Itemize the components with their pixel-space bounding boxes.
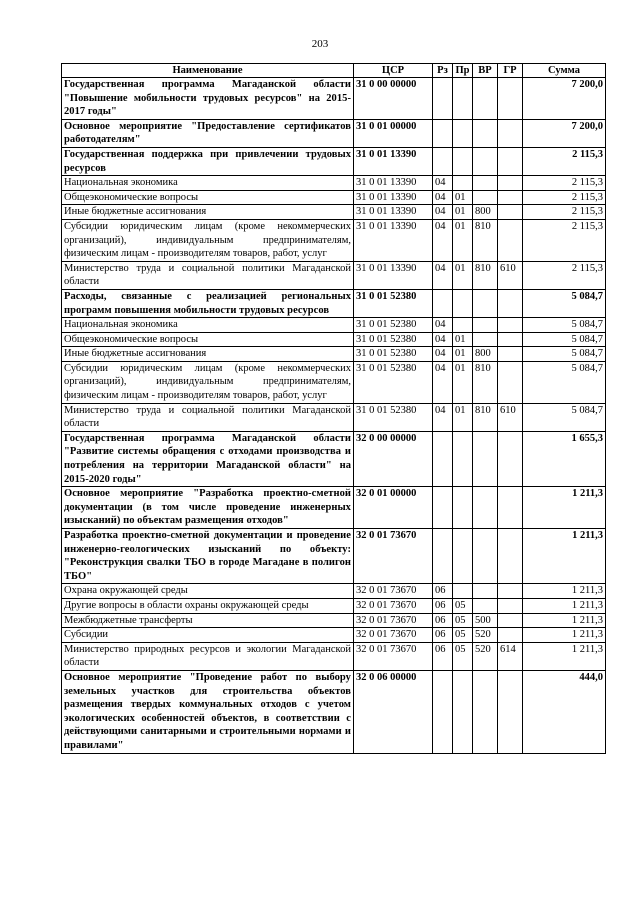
table-row [62, 332, 606, 347]
row-csr: 31 0 01 13390 [354, 261, 433, 289]
row-gr [498, 613, 523, 628]
row-gr [498, 361, 523, 403]
row-sum: 2 115,3 [523, 190, 606, 205]
row-sum: 1 211,3 [523, 642, 606, 670]
row-csr: 31 0 01 52380 [354, 289, 433, 317]
row-rz: 06 [433, 628, 453, 643]
row-pr: 01 [453, 361, 473, 403]
row-sum: 5 084,7 [523, 347, 606, 362]
row-sum: 1 211,3 [523, 529, 606, 584]
row-gr [498, 190, 523, 205]
row-name: Другие вопросы в области охраны окружающей среды [62, 598, 354, 613]
table-row [62, 431, 606, 486]
row-name: Основное мероприятие "Предоставление сертификатов работодателям" [62, 119, 354, 147]
row-rz: 06 [433, 642, 453, 670]
row-name: Общеэкономические вопросы [62, 190, 354, 205]
row-csr: 31 0 00 00000 [354, 78, 433, 120]
table-row [62, 219, 606, 261]
row-sum: 5 084,7 [523, 332, 606, 347]
table-row [62, 598, 606, 613]
row-sum: 1 655,3 [523, 431, 606, 486]
row-rz [433, 78, 453, 120]
row-vr [473, 119, 498, 147]
row-name: Национальная экономика [62, 318, 354, 333]
row-rz: 04 [433, 361, 453, 403]
row-sum: 2 115,3 [523, 219, 606, 261]
row-pr [453, 670, 473, 753]
row-sum: 7 200,0 [523, 78, 606, 120]
row-gr [498, 487, 523, 529]
table-row [62, 78, 606, 120]
row-vr: 810 [473, 361, 498, 403]
row-pr [453, 318, 473, 333]
table-row [62, 147, 606, 175]
row-csr: 31 0 01 52380 [354, 347, 433, 362]
row-gr [498, 347, 523, 362]
row-sum: 2 115,3 [523, 205, 606, 220]
header-pr: Пр [453, 64, 473, 78]
row-vr [473, 318, 498, 333]
row-sum: 1 211,3 [523, 584, 606, 599]
row-gr [498, 584, 523, 599]
row-sum: 2 115,3 [523, 176, 606, 191]
row-csr: 32 0 01 73670 [354, 613, 433, 628]
row-rz: 04 [433, 219, 453, 261]
row-gr [498, 628, 523, 643]
row-name: Национальная экономика [62, 176, 354, 191]
table-row [62, 487, 606, 529]
row-csr: 31 0 01 13390 [354, 219, 433, 261]
row-vr [473, 670, 498, 753]
row-rz [433, 487, 453, 529]
table-row [62, 613, 606, 628]
row-csr: 32 0 01 73670 [354, 642, 433, 670]
row-gr [498, 219, 523, 261]
row-name: Охрана окружающей среды [62, 584, 354, 599]
header-csr: ЦСР [354, 64, 433, 78]
row-vr: 520 [473, 628, 498, 643]
row-pr [453, 147, 473, 175]
row-csr: 31 0 01 52380 [354, 318, 433, 333]
row-rz [433, 670, 453, 753]
row-rz: 06 [433, 584, 453, 599]
row-csr: 31 0 01 52380 [354, 361, 433, 403]
row-vr [473, 190, 498, 205]
row-pr: 05 [453, 598, 473, 613]
row-rz: 04 [433, 347, 453, 362]
row-sum: 2 115,3 [523, 147, 606, 175]
table-row [62, 584, 606, 599]
row-csr: 31 0 01 52380 [354, 332, 433, 347]
row-name: Министерство природных ресурсов и экологии Магаданской области [62, 642, 354, 670]
row-rz: 04 [433, 318, 453, 333]
row-gr [498, 289, 523, 317]
row-gr [498, 176, 523, 191]
row-sum: 1 211,3 [523, 598, 606, 613]
row-gr: 610 [498, 403, 523, 431]
row-pr [453, 584, 473, 599]
row-pr: 01 [453, 261, 473, 289]
row-gr [498, 119, 523, 147]
row-vr [473, 431, 498, 486]
row-vr [473, 78, 498, 120]
row-pr [453, 119, 473, 147]
row-pr: 01 [453, 190, 473, 205]
row-csr: 32 0 01 00000 [354, 487, 433, 529]
row-gr [498, 431, 523, 486]
table-row [62, 361, 606, 403]
table-row [62, 347, 606, 362]
row-pr [453, 431, 473, 486]
row-rz: 04 [433, 205, 453, 220]
row-vr [473, 176, 498, 191]
row-rz [433, 529, 453, 584]
row-sum: 5 084,7 [523, 289, 606, 317]
row-pr: 05 [453, 628, 473, 643]
row-name: Межбюджетные трансферты [62, 613, 354, 628]
row-csr: 31 0 01 00000 [354, 119, 433, 147]
row-name: Министерство труда и социальной политики Магаданской области [62, 403, 354, 431]
row-vr: 800 [473, 347, 498, 362]
row-sum: 5 084,7 [523, 318, 606, 333]
row-sum: 1 211,3 [523, 487, 606, 529]
table-row [62, 529, 606, 584]
row-pr [453, 487, 473, 529]
row-name: Государственная программа Магаданской области "Повышение мобильности трудовых ресурсов" на 2015-2017 годы" [62, 78, 354, 120]
row-rz [433, 289, 453, 317]
row-rz: 04 [433, 261, 453, 289]
row-pr: 01 [453, 205, 473, 220]
row-gr [498, 529, 523, 584]
table-row [62, 628, 606, 643]
table-row [62, 403, 606, 431]
table-row [62, 205, 606, 220]
table-row [62, 176, 606, 191]
row-name: Государственная программа Магаданской области "Развитие системы обращения с отходами производства и потребления на территории Магаданской области" на 2015-2020 годы" [62, 431, 354, 486]
row-name: Субсидии [62, 628, 354, 643]
table-row [62, 261, 606, 289]
row-vr: 500 [473, 613, 498, 628]
row-vr [473, 289, 498, 317]
header-rz: Рз [433, 64, 453, 78]
row-rz: 06 [433, 598, 453, 613]
header-name: Наименование [62, 64, 354, 78]
row-name: Разработка проектно-сметной документации и проведение инженерно-геологических изысканий по объекту: "Реконструкция свалки ТБО в городе Магадане в полигон ТБО" [62, 529, 354, 584]
row-csr: 31 0 01 13390 [354, 147, 433, 175]
row-sum: 5 084,7 [523, 361, 606, 403]
row-csr: 32 0 01 73670 [354, 529, 433, 584]
row-csr: 32 0 01 73670 [354, 584, 433, 599]
page-number: 203 [311, 38, 329, 50]
row-gr: 614 [498, 642, 523, 670]
row-sum: 7 200,0 [523, 119, 606, 147]
row-pr: 01 [453, 332, 473, 347]
table-row [62, 670, 606, 753]
row-sum: 1 211,3 [523, 613, 606, 628]
row-vr: 810 [473, 219, 498, 261]
table-body [62, 78, 606, 754]
row-vr [473, 332, 498, 347]
row-vr: 810 [473, 261, 498, 289]
row-csr: 31 0 01 13390 [354, 205, 433, 220]
row-csr: 31 0 01 13390 [354, 176, 433, 191]
row-name: Субсидии юридическим лицам (кроме некоммерческих организаций), индивидуальным предпринимателям, физическим лицам - производителям товаров, работ, услуг [62, 219, 354, 261]
row-pr [453, 529, 473, 584]
row-csr: 32 0 01 73670 [354, 628, 433, 643]
row-gr [498, 332, 523, 347]
row-vr: 810 [473, 403, 498, 431]
table-row [62, 190, 606, 205]
header-sum: Сумма [523, 64, 606, 78]
row-vr: 800 [473, 205, 498, 220]
row-csr: 32 0 00 00000 [354, 431, 433, 486]
row-pr: 01 [453, 347, 473, 362]
row-rz [433, 431, 453, 486]
row-csr: 31 0 01 13390 [354, 190, 433, 205]
row-rz: 04 [433, 190, 453, 205]
row-vr [473, 529, 498, 584]
row-csr: 31 0 01 52380 [354, 403, 433, 431]
row-pr: 05 [453, 613, 473, 628]
row-vr [473, 147, 498, 175]
row-vr [473, 487, 498, 529]
row-vr: 520 [473, 642, 498, 670]
row-gr [498, 318, 523, 333]
row-gr [498, 205, 523, 220]
table-row [62, 289, 606, 317]
table-row [62, 119, 606, 147]
row-pr [453, 176, 473, 191]
row-name: Основное мероприятие "Разработка проектно-сметной документации (в том числе проведение инженерных изысканий) по объектам размещения отходов" [62, 487, 354, 529]
row-name: Основное мероприятие "Проведение работ по выбору земельных участков для строительства объектов размещения твердых коммунальных отходов с учетом экологических особенностей объектов, в соответствии с действующими санитарными и строительными нормами и правилами" [62, 670, 354, 753]
row-rz: 06 [433, 613, 453, 628]
header-vr: ВР [473, 64, 498, 78]
row-name: Иные бюджетные ассигнования [62, 347, 354, 362]
budget-table [61, 63, 606, 754]
row-name: Министерство труда и социальной политики Магаданской области [62, 261, 354, 289]
row-rz: 04 [433, 332, 453, 347]
row-rz [433, 147, 453, 175]
table-row [62, 318, 606, 333]
row-csr: 32 0 01 73670 [354, 598, 433, 613]
row-rz: 04 [433, 176, 453, 191]
row-name: Расходы, связанные с реализацией региональных программ повышения мобильности трудовых ресурсов [62, 289, 354, 317]
row-rz [433, 119, 453, 147]
row-gr: 610 [498, 261, 523, 289]
table-row [62, 642, 606, 670]
row-sum: 444,0 [523, 670, 606, 753]
row-sum: 1 211,3 [523, 628, 606, 643]
row-gr [498, 147, 523, 175]
row-name: Субсидии юридическим лицам (кроме некоммерческих организаций), индивидуальным предпринимателям, физическим лицам - производителям товаров, работ, услуг [62, 361, 354, 403]
row-pr [453, 78, 473, 120]
row-rz: 04 [433, 403, 453, 431]
header-gr: ГР [498, 64, 523, 78]
row-pr [453, 289, 473, 317]
row-gr [498, 78, 523, 120]
row-name: Государственная поддержка при привлечении трудовых ресурсов [62, 147, 354, 175]
row-gr [498, 598, 523, 613]
table-header-row [62, 64, 606, 78]
row-gr [498, 670, 523, 753]
row-pr: 05 [453, 642, 473, 670]
row-pr: 01 [453, 403, 473, 431]
row-sum: 2 115,3 [523, 261, 606, 289]
row-sum: 5 084,7 [523, 403, 606, 431]
row-name: Иные бюджетные ассигнования [62, 205, 354, 220]
row-csr: 32 0 06 00000 [354, 670, 433, 753]
row-pr: 01 [453, 219, 473, 261]
row-vr [473, 598, 498, 613]
row-vr [473, 584, 498, 599]
row-name: Общеэкономические вопросы [62, 332, 354, 347]
